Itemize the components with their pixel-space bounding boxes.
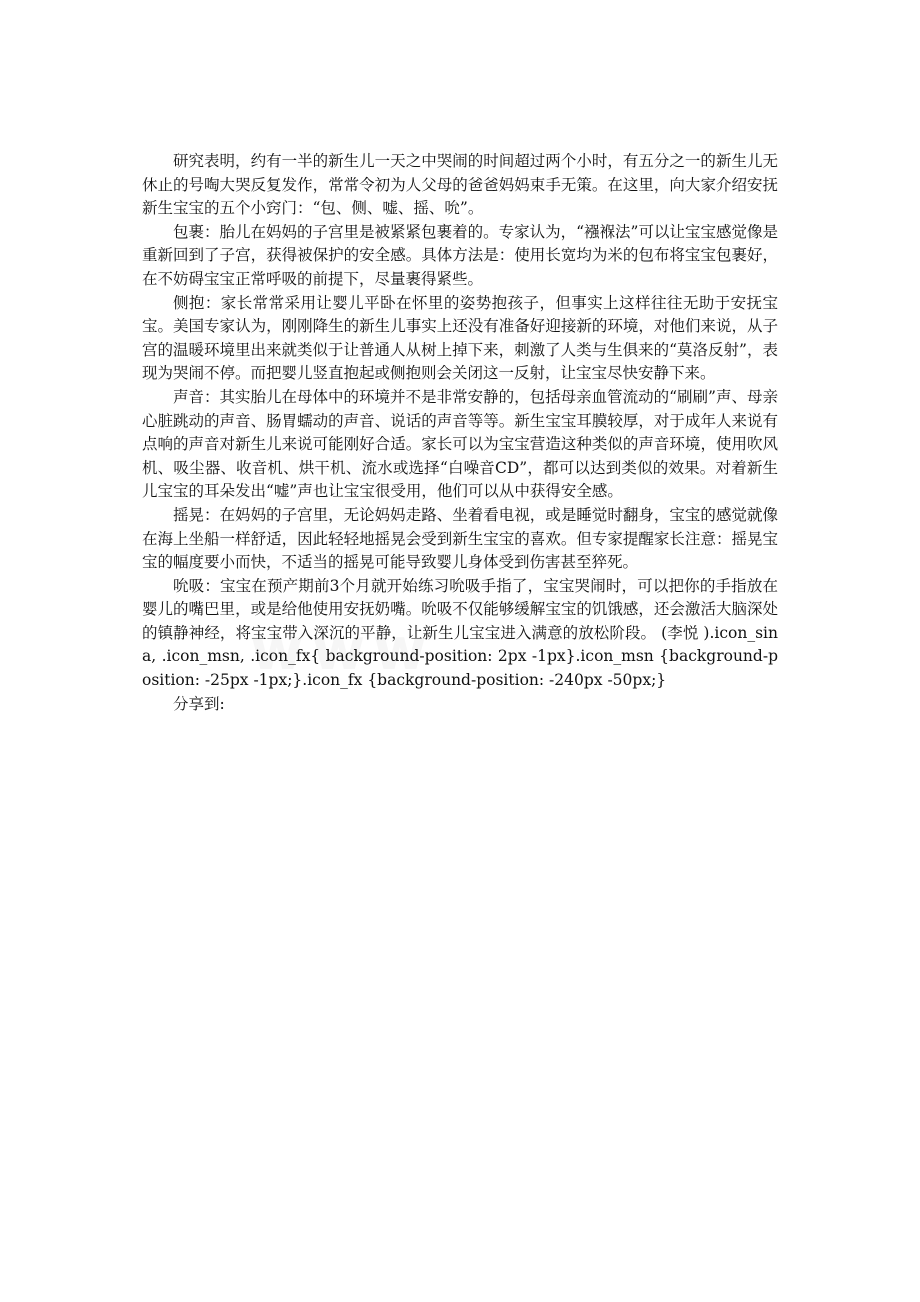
share-label: 分享到: [173,694,225,713]
article-body [142,150,778,716]
paragraph-sound: 声音：其实胎儿在母体中的环境并不是非常安静的，包括母亲血管流动的“刷刷”声、母亲心脏跳动的声音、肠胃蠕动的声音、说话的声音等等。新生宝宝耳膜较厚，对于成年人来说有点响的声音对新生儿来说可能刚好合适。家长可以为宝宝营造这种类似的声音环境，使用吹风机、吸尘器、收音机、烘干机、流水或选择“白噪音CD”，都可以达到类似的效果。对着新生儿宝宝的耳朵发出“嘘”声也让宝宝很受用，他们可以从中获得安全感。 [142,387,778,501]
paragraph-suck: 吮吸：宝宝在预产期前3个月就开始练习吮吸手指了，宝宝哭闹时，可以把你的手指放在婴儿的嘴巴里，或是给他使用安抚奶嘴。吮吸不仅能够缓解宝宝的饥饿感，还会激活大脑深处的镇静神经，将宝宝带入深沉的平静，让新生儿宝宝进入满意的放松阶段。 (李悦 ).icon_sina, .icon_msn, .icon_fx{ background-position: 2px -1px}.icon_msn {background-position: -25px -1px;}.icon_fx {background-position: -240px -50px;} [142,576,778,690]
paragraph-wrap: 包裹：胎儿在妈妈的子宫里是被紧紧包裹着的。专家认为，“襁褓法”可以让宝宝感觉像是重新回到了子宫，获得被保护的安全感。具体方法是：使用长宽均为米的包布将宝宝包裹好，在不妨碍宝宝正常呼吸的前提下，尽量裹得紧些。 [142,222,778,288]
paragraph-side-hold: 侧抱：家长常常采用让婴儿平卧在怀里的姿势抱孩子，但事实上这样往往无助于安抚宝宝。美国专家认为，刚刚降生的新生儿事实上还没有准备好迎接新的环境，对他们来说，从子宫的温暖环境里出来就类似于让普通人从树上掉下来，刺激了人类与生俱来的“莫洛反射”，表现为哭闹不停。而把婴儿竖直抱起或侧抱则会关闭这一反射，让宝宝尽快安静下来。 [142,293,778,383]
paragraph-swing: 摇晃：在妈妈的子宫里，无论妈妈走路、坐着看电视，或是睡觉时翻身，宝宝的感觉就像在海上坐船一样舒适，因此轻轻地摇晃会受到新生宝宝的喜欢。但专家提醒家长注意：摇晃宝宝的幅度要小而快，不适当的摇晃可能导致婴儿身体受到伤害甚至猝死。 [142,505,778,572]
paragraph-intro: 研究表明，约有一半的新生儿一天之中哭闹的时间超过两个小时，有五分之一的新生儿无休止的号啕大哭反复发作，常常令初为人父母的爸爸妈妈束手无策。在这里，向大家介绍安抚新生宝宝的五个小窍门：“包、侧、嘘、摇、吮”。 [142,152,778,218]
